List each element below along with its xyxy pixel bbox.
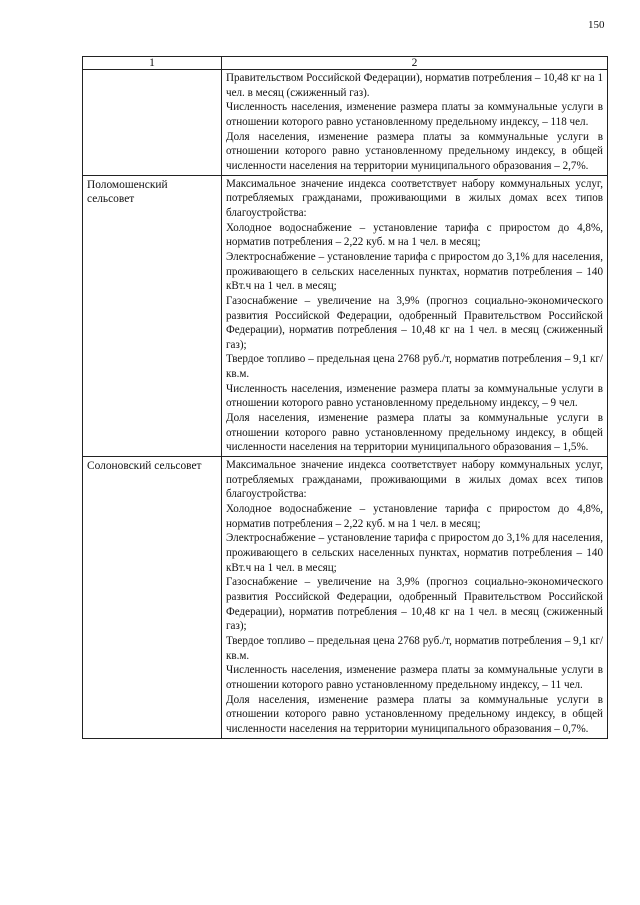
description-paragraph: Холодное водоснабжение – установление тарифа с приростом до 4,8%, норматив потребления – 2,22 куб. м на 1 чел. в месяц; (226, 503, 603, 530)
column-header-1: 1 (83, 57, 222, 70)
indicator-description (222, 175, 608, 456)
description-paragraph: Доля населения, изменение размера платы за коммунальные услуги в отношении которого равно установленному предельному индексу, в общей численности населения на территории муниципального образования – 0,7%. (226, 693, 603, 735)
table-row (83, 70, 608, 176)
description-paragraph: Электроснабжение – установление тарифа с приростом до 3,1% для населения, проживающего в сельских населенных пунктах, норматив потребления – 140 кВт.ч на 1 чел. в месяц; (226, 532, 603, 574)
table-row (83, 457, 608, 738)
municipality-name: Солоновский сельсовет (83, 457, 222, 738)
municipality-name: Поломошенский сельсовет (83, 175, 222, 456)
description-paragraph: Твердое топливо – предельная цена 2768 руб./т, норматив потребления – 9,1 кг/кв.м. (226, 353, 603, 381)
description-paragraph: Доля населения, изменение размера платы за коммунальные услуги в отношении которого равно установленному предельному индексу, в общей численности населения на территории муниципального образования – 2,7%. (226, 130, 603, 172)
description-paragraph: Доля населения, изменение размера платы за коммунальные услуги в отношении которого равно установленному предельному индексу, в общей численности населения на территории муниципального образования – 1,5%. (226, 412, 603, 454)
table-header-row (83, 57, 608, 70)
description-paragraph: Газоснабжение – увеличение на 3,9% (прогноз социально-экономического развития Российской Федерации, одобренный Правительством Российской Федерации), норматив потребления – 10,48 кг на 1 чел. в месяц (сжиженный газ); (226, 576, 603, 633)
municipality-name (83, 70, 222, 176)
description-paragraph: Численность населения, изменение размера платы за коммунальные услуги в отношении которого равно установленному предельному индексу, – 9 чел. (226, 382, 603, 410)
description-paragraph: Холодное водоснабжение – установление тарифа с приростом до 4,8%, норматив потребления – 2,22 куб. м на 1 чел. в месяц; (226, 221, 603, 249)
description-paragraph: Максимальное значение индекса соответствует набору коммунальных услуг, потребляемых гражданами, проживающими в жилых домах всех типов благоустройства: (226, 459, 603, 501)
description-paragraph: Численность населения, изменение размера платы за коммунальные услуги в отношении которого равно установленному предельному индексу, – 11 чел. (226, 664, 603, 691)
description-paragraph: Численность населения, изменение размера платы за коммунальные услуги в отношении которого равно установленному предельному индексу, – 118 чел. (226, 101, 603, 128)
description-paragraph: Газоснабжение – увеличение на 3,9% (прогноз социально-экономического развития Российской Федерации, одобренный Правительством Российской Федерации), норматив потребления – 10,48 кг на 1 чел. в месяц (сжиженный газ); (226, 294, 603, 351)
indices-table (82, 56, 608, 739)
table-row (83, 175, 608, 456)
indicator-description (222, 70, 608, 176)
indicator-description (222, 457, 608, 738)
description-paragraph: Твердое топливо – предельная цена 2768 руб./т, норматив потребления – 9,1 кг/кв.м. (226, 634, 603, 662)
description-paragraph: Максимальное значение индекса соответствует набору коммунальных услуг, потребляемых гражданами, проживающими в жилых домах всех типов благоустройства: (226, 177, 603, 219)
description-paragraph: Правительством Российской Федерации), норматив потребления – 10,48 кг на 1 чел. в месяц (сжиженный газ). (226, 72, 603, 99)
description-paragraph: Электроснабжение – установление тарифа с приростом до 3,1% для населения, проживающего в сельских населенных пунктах, норматив потребления – 140 кВт.ч на 1 чел. в месяц; (226, 250, 603, 293)
column-header-2: 2 (222, 57, 608, 70)
page-number: 150 (588, 19, 605, 31)
